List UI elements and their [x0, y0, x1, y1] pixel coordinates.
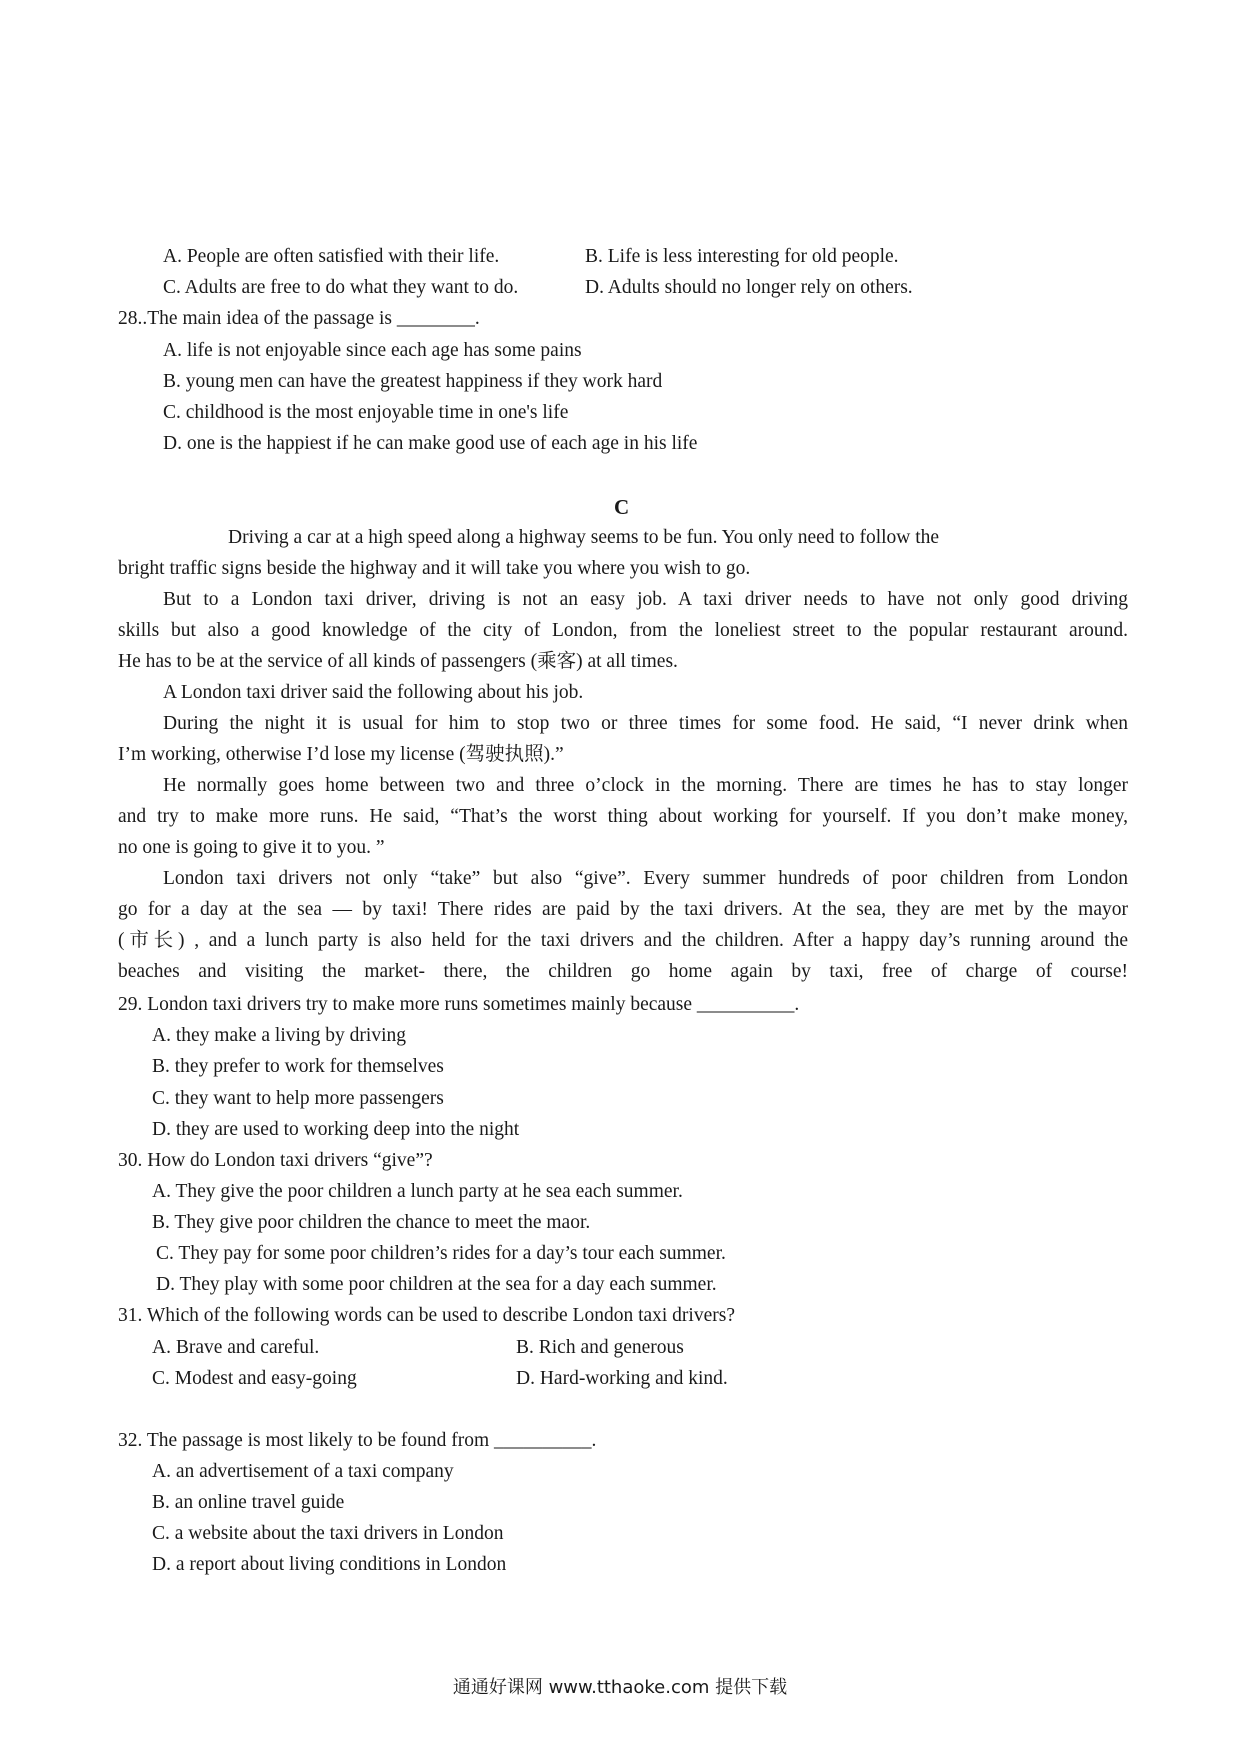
q28-option-a: A. life is not enjoyable since each age has some pains [163, 340, 582, 361]
q31-stem: 31. Which of the following words can be used to describe London taxi drivers? [118, 1305, 735, 1326]
q32-option-a: A. an advertisement of a taxi company [152, 1461, 454, 1482]
page-footer: 通通好课网 www.tthaoke.com 提供下载 [452, 1677, 788, 1698]
passage-line: no one is going to give it to you. ” [118, 837, 385, 858]
q32-stem: 32. The passage is most likely to be found from __________. [118, 1430, 597, 1451]
q30-stem: 30. How do London taxi drivers “give”? [118, 1150, 433, 1171]
q29-stem: 29. London taxi drivers try to make more runs sometimes mainly because __________. [118, 994, 800, 1015]
q28-option-c: C. childhood is the most enjoyable time in one's life [163, 402, 569, 423]
passage-heading: C [614, 495, 630, 519]
q29-option-c: C. they want to help more passengers [152, 1088, 444, 1109]
q30-option-a: A. They give the poor children a lunch party at he sea each summer. [152, 1181, 683, 1202]
q28-stem: 28..The main idea of the passage is ________. [118, 308, 480, 329]
passage-line: During the night it is usual for him to stop two or three times for some food. He said, “I never drink when [163, 713, 1128, 734]
passage-line: He normally goes home between two and three o’clock in the morning. There are times he has to stay longer [163, 775, 1128, 796]
q31-option-c: C. Modest and easy-going [152, 1368, 357, 1389]
q32-option-c: C. a website about the taxi drivers in London [152, 1523, 504, 1544]
q29-option-d: D. they are used to working deep into the night [152, 1119, 520, 1140]
q31-option-a: A. Brave and careful. [152, 1337, 320, 1358]
passage-line: beaches and visiting the market- there, the children go home again by taxi, free of charge of course! [118, 961, 1128, 982]
q32-option-b: B. an online travel guide [152, 1492, 345, 1513]
passage-line: bright traffic signs beside the highway and it will take you where you wish to go. [118, 558, 751, 579]
passage-line: and try to make more runs. He said, “That’s the worst thing about working for yourself. If you don’t make money, [118, 806, 1128, 827]
passage-line: I’m working, otherwise I’d lose my license (驾驶执照).” [118, 744, 564, 765]
q30-option-d: D. They play with some poor children at the sea for a day each summer. [156, 1274, 717, 1295]
passage-line: But to a London taxi driver, driving is not an easy job. A taxi driver needs to have not only good driving [163, 589, 1128, 610]
q29-option-a: A. they make a living by driving [152, 1025, 406, 1046]
q30-option-c: C. They pay for some poor children’s rides for a day’s tour each summer. [156, 1243, 726, 1264]
q28-option-b: B. young men can have the greatest happiness if they work hard [163, 371, 663, 392]
passage-line: go for a day at the sea — by taxi! There rides are paid by the taxi drivers. At the sea, they are met by the mayor [118, 899, 1128, 920]
q28-option-d: D. one is the happiest if he can make good use of each age in his life [163, 433, 698, 454]
q27-option-b: B. Life is less interesting for old people. [585, 246, 899, 267]
q32-option-d: D. a report about living conditions in London [152, 1554, 507, 1575]
passage-line: London taxi drivers not only “take” but also “give”. Every summer hundreds of poor children from London [163, 868, 1128, 889]
passage-line: skills but also a good knowledge of the city of London, from the loneliest street to the popular restaurant around. [118, 620, 1128, 641]
q29-option-b: B. they prefer to work for themselves [152, 1056, 444, 1077]
passage-line: Driving a car at a high speed along a highway seems to be fun. You only need to follow the [228, 527, 940, 548]
q27-option-d: D. Adults should no longer rely on others. [585, 277, 913, 298]
passage-line: He has to be at the service of all kinds of passengers (乘客) at all times. [118, 651, 678, 672]
q30-option-b: B. They give poor children the chance to meet the maor. [152, 1212, 591, 1233]
q31-option-b: B. Rich and generous [516, 1337, 684, 1358]
passage-line: A London taxi driver said the following about his job. [163, 682, 584, 703]
passage-line: (市长) , and a lunch party is also held for the taxi drivers and the children. After a happy day’s running around the [118, 930, 1128, 951]
q27-option-a: A. People are often satisfied with their life. [163, 246, 500, 267]
q31-option-d: D. Hard-working and kind. [516, 1368, 728, 1389]
q27-option-c: C. Adults are free to do what they want to do. [163, 277, 519, 298]
